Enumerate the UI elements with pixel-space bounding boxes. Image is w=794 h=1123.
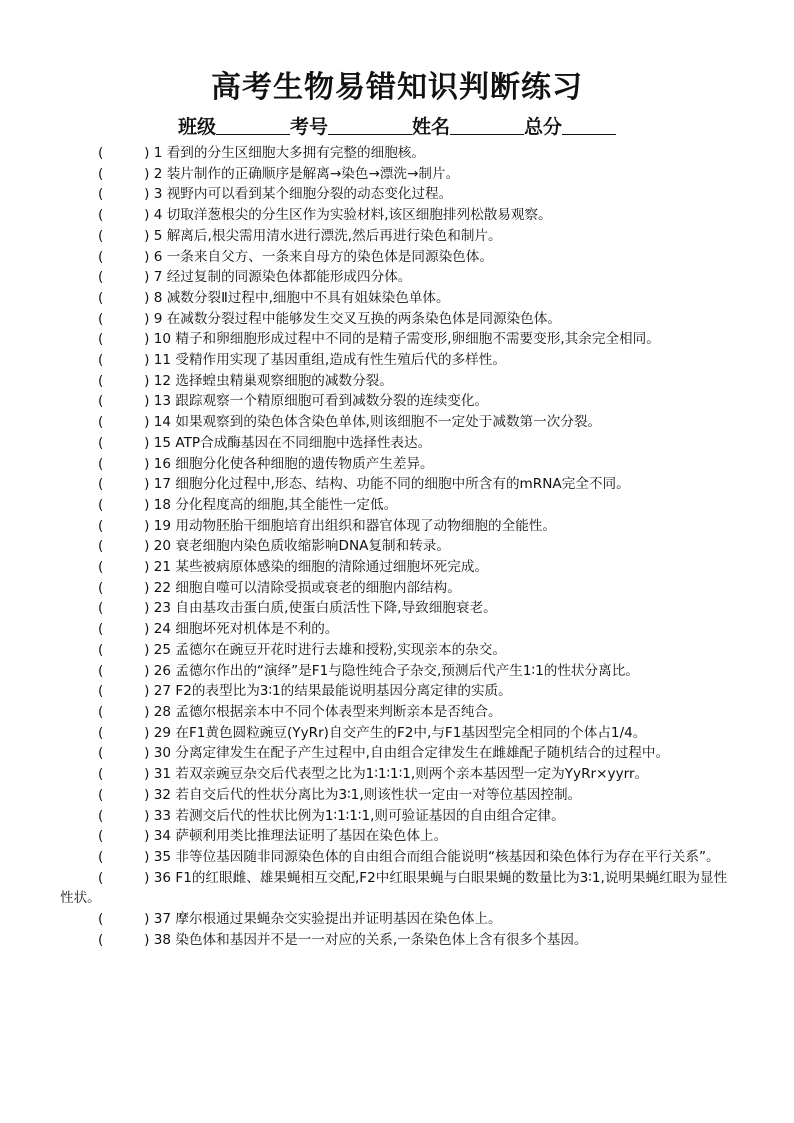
question-number: 5 (153, 227, 163, 244)
question-text: 细胞分化过程中,形态、结构、功能不同的细胞中所含有的mRNA完全不同。 (175, 476, 630, 493)
question-item (60, 723, 736, 744)
question-text: 孟德尔在豌豆开花时进行去雄和授粉,实现亲本的杂交。 (175, 641, 506, 658)
answer-space[interactable] (103, 352, 144, 368)
answer-bracket-open[interactable]: ( (98, 310, 104, 327)
question-item (60, 391, 736, 412)
question-item (60, 557, 736, 578)
answer-space[interactable] (103, 911, 144, 927)
question-text: 孟德尔作出的“演绎”是F1与隐性纯合子杂交,预测后代产生1∶1的性状分离比。 (175, 662, 639, 679)
answer-space[interactable] (103, 186, 144, 202)
answer-bracket-close: ) (144, 786, 150, 803)
answer-bracket-close: ) (144, 703, 150, 720)
question-item (60, 329, 736, 350)
question-item (60, 267, 736, 288)
question-number: 15 (153, 434, 172, 451)
question-number: 31 (153, 766, 172, 783)
question-item (60, 433, 736, 454)
answer-bracket-open[interactable]: ( (98, 269, 104, 286)
question-number: 28 (153, 703, 172, 720)
question-number: 30 (153, 745, 172, 762)
answer-bracket-open[interactable]: ( (98, 434, 104, 451)
answer-bracket-open[interactable]: ( (98, 869, 104, 886)
answer-bracket-close: ) (144, 476, 150, 493)
question-item (60, 184, 736, 205)
question-number: 32 (153, 786, 172, 803)
question-text: 若双亲豌豆杂交后代表型之比为1∶1∶1∶1,则两个亲本基因型一定为YyRr×yyrr。 (175, 766, 649, 783)
answer-space[interactable] (103, 725, 144, 741)
question-text: 非等位基因随非同源染色体的自由组合而组合能说明“核基因和染色体行为存在平行关系”。 (175, 848, 720, 865)
question-text: 装片制作的正确顺序是解离→染色→漂洗→制片。 (166, 165, 460, 182)
question-item (60, 578, 736, 599)
answer-bracket-open[interactable]: ( (98, 414, 104, 431)
answer-space[interactable] (103, 249, 144, 265)
answer-space[interactable] (103, 311, 144, 327)
answer-bracket-open[interactable]: ( (98, 496, 104, 513)
answer-bracket-close: ) (144, 745, 150, 762)
answer-space[interactable] (103, 435, 144, 451)
answer-bracket-close: ) (144, 393, 150, 410)
question-item (60, 454, 736, 475)
answer-bracket-open[interactable]: ( (98, 372, 104, 389)
answer-bracket-open[interactable]: ( (98, 745, 104, 762)
answer-bracket-open[interactable]: ( (98, 600, 104, 617)
answer-bracket-open[interactable]: ( (98, 621, 104, 638)
question-text: 孟德尔根据亲本中不同个体表型来判断亲本是否纯合。 (175, 703, 502, 720)
answer-space[interactable] (103, 559, 144, 575)
question-text: 经过复制的同源染色体都能形成四分体。 (166, 269, 412, 286)
question-item (60, 640, 736, 661)
question-number: 22 (153, 579, 172, 596)
answer-bracket-close: ) (144, 269, 150, 286)
answer-space[interactable] (103, 373, 144, 389)
answer-bracket-close: ) (144, 828, 150, 845)
question-item (60, 247, 736, 268)
question-item (60, 785, 736, 806)
answer-space[interactable] (103, 704, 144, 720)
answer-space[interactable] (103, 207, 144, 223)
answer-bracket-close: ) (144, 662, 150, 679)
answer-bracket-close: ) (144, 310, 150, 327)
question-text: 切取洋葱根尖的分生区作为实验材料,该区细胞排列松散易观察。 (166, 207, 552, 224)
answer-bracket-open[interactable]: ( (98, 186, 104, 203)
answer-space[interactable] (103, 849, 144, 865)
answer-bracket-open[interactable]: ( (98, 807, 104, 824)
answer-bracket-open[interactable]: ( (98, 145, 104, 161)
question-item (60, 226, 736, 247)
question-number: 25 (153, 641, 172, 658)
answer-bracket-close: ) (144, 372, 150, 389)
answer-bracket-open[interactable]: ( (98, 641, 104, 658)
answer-bracket-open[interactable]: ( (98, 703, 104, 720)
answer-bracket-open[interactable]: ( (98, 662, 104, 679)
student-info-line (0, 112, 794, 139)
question-item (60, 536, 736, 557)
class-blank[interactable] (216, 116, 290, 135)
question-text: 摩尔根通过果蝇杂交实验提出并证明基因在染色体上。 (175, 911, 502, 928)
answer-bracket-close: ) (144, 600, 150, 617)
question-number: 4 (153, 207, 163, 224)
question-item (60, 806, 736, 827)
answer-bracket-open[interactable]: ( (98, 248, 104, 265)
question-number: 36 (153, 869, 172, 886)
answer-space[interactable] (103, 828, 144, 844)
answer-bracket-close: ) (144, 331, 150, 348)
answer-bracket-close: ) (144, 538, 150, 555)
question-number: 18 (153, 496, 172, 513)
answer-bracket-close: ) (144, 766, 150, 783)
answer-bracket-open[interactable]: ( (98, 579, 104, 596)
question-text: 自由基攻击蛋白质,使蛋白质活性下降,导致细胞衰老。 (175, 600, 497, 617)
question-text: F2的表型比为3∶1的结果最能说明基因分离定律的实质。 (175, 683, 512, 700)
answer-bracket-open[interactable]: ( (98, 766, 104, 783)
question-text: 精子和卵细胞形成过程中不同的是精子需变形,卵细胞不需要变形,其余完全相同。 (175, 331, 660, 348)
page-title: 高考生物易错知识判断练习 (211, 70, 583, 105)
answer-bracket-close: ) (144, 807, 150, 824)
answer-bracket-open[interactable]: ( (98, 786, 104, 803)
question-item (60, 764, 736, 785)
name-blank[interactable] (450, 116, 524, 135)
question-number: 7 (153, 269, 163, 286)
question-number: 11 (153, 352, 172, 369)
question-item (60, 309, 736, 330)
answer-space[interactable] (103, 228, 144, 244)
question-number: 9 (153, 310, 163, 327)
question-text: 某些被病原体感染的细胞的清除通过细胞坏死完成。 (175, 559, 489, 576)
question-text: 若测交后代的性状比例为1∶1∶1∶1,则可验证基因的自由组合定律。 (175, 807, 565, 824)
question-text: 用动物胚胎干细胞培育出组织和器官体现了动物细胞的全能性。 (175, 517, 556, 534)
question-list (60, 143, 736, 950)
question-text: 解离后,根尖需用清水进行漂洗,然后再进行染色和制片。 (166, 227, 502, 244)
answer-bracket-close: ) (144, 496, 150, 513)
answer-bracket-close: ) (144, 621, 150, 638)
question-text: F1的红眼雌、雄果蝇相互交配,F2中红眼果蝇与白眼果蝇的数量比为3∶1,说明果蝇红眼为显性性状。 (60, 869, 728, 907)
answer-space[interactable] (103, 932, 144, 948)
question-item (60, 661, 736, 682)
answer-bracket-open[interactable]: ( (98, 538, 104, 555)
question-number: 24 (153, 621, 172, 638)
question-number: 1 (153, 145, 163, 161)
question-number: 21 (153, 559, 172, 576)
answer-bracket-close: ) (144, 911, 150, 928)
question-item (60, 681, 736, 702)
answer-bracket-open[interactable]: ( (98, 476, 104, 493)
question-item (60, 702, 736, 723)
question-text: 若自交后代的性状分离比为3∶1,则该性状一定由一对等位基因控制。 (175, 786, 582, 803)
answer-space[interactable] (103, 538, 144, 554)
question-text: 衰老细胞内染色质收缩影响DNA复制和转录。 (175, 538, 450, 555)
name-label: 姓名 (412, 116, 451, 138)
question-text: 受精作用实现了基因重组,造成有性生殖后代的多样性。 (175, 352, 506, 369)
question-number: 19 (153, 517, 172, 534)
question-text: 细胞分化使各种细胞的遗传物质产生差异。 (175, 455, 434, 472)
question-number: 26 (153, 662, 172, 679)
answer-bracket-close: ) (144, 559, 150, 576)
question-number: 6 (153, 248, 163, 265)
score-blank[interactable] (562, 116, 616, 135)
question-text: 在减数分裂过程中能够发生交叉互换的两条染色体是同源染色体。 (166, 310, 561, 327)
answer-space[interactable] (103, 166, 144, 182)
question-text: 视野内可以看到某个细胞分裂的动态变化过程。 (166, 186, 453, 203)
answer-bracket-close: ) (144, 434, 150, 451)
answer-bracket-close: ) (144, 683, 150, 700)
answer-bracket-open[interactable]: ( (98, 559, 104, 576)
question-item (60, 495, 736, 516)
question-text: 看到的分生区细胞大多拥有完整的细胞核。 (166, 145, 425, 161)
question-text: 细胞坏死对机体是不利的。 (175, 621, 339, 638)
question-number: 2 (153, 165, 163, 182)
question-number: 29 (153, 724, 172, 741)
question-text: ATP合成酶基因在不同细胞中选择性表达。 (175, 434, 432, 451)
answer-bracket-close: ) (144, 517, 150, 534)
question-text: 选择蝗虫精巢观察细胞的减数分裂。 (175, 372, 393, 389)
question-number: 3 (153, 186, 163, 203)
question-item (60, 868, 736, 909)
answer-space[interactable] (103, 600, 144, 616)
answer-bracket-open[interactable]: ( (98, 165, 104, 182)
answer-space[interactable] (103, 870, 144, 886)
question-number: 34 (153, 828, 172, 845)
question-number: 27 (153, 683, 172, 700)
answer-bracket-open[interactable]: ( (98, 517, 104, 534)
answer-space[interactable] (103, 580, 144, 596)
question-number: 10 (153, 331, 172, 348)
question-text: 染色体和基因并不是一一对应的关系,一条染色体上含有很多个基因。 (175, 931, 588, 948)
question-text: 如果观察到的染色体含染色单体,则该细胞不一定处于减数第一次分裂。 (175, 414, 602, 431)
exam-no-label: 考号 (289, 116, 328, 138)
answer-space[interactable] (103, 476, 144, 492)
answer-space[interactable] (103, 621, 144, 637)
answer-bracket-open[interactable]: ( (98, 828, 104, 845)
question-text: 跟踪观察一个精原细胞可看到减数分裂的连续变化。 (175, 393, 489, 410)
answer-bracket-close: ) (144, 207, 150, 224)
answer-bracket-close: ) (144, 248, 150, 265)
answer-space[interactable] (103, 518, 144, 534)
score-label: 总分 (524, 116, 563, 138)
answer-space[interactable] (103, 269, 144, 285)
question-item (60, 909, 736, 930)
answer-bracket-open[interactable]: ( (98, 724, 104, 741)
question-text: 减数分裂Ⅱ过程中,细胞中不具有姐妹染色单体。 (166, 289, 450, 306)
answer-space[interactable] (103, 290, 144, 306)
question-item (60, 143, 736, 164)
answer-space[interactable] (103, 766, 144, 782)
answer-bracket-open[interactable]: ( (98, 207, 104, 224)
answer-bracket-open[interactable]: ( (98, 455, 104, 472)
question-item (60, 930, 736, 951)
question-text: 一条来自父方、一条来自母方的染色体是同源染色体。 (166, 248, 493, 265)
answer-bracket-open[interactable]: ( (98, 683, 104, 700)
question-number: 23 (153, 600, 172, 617)
answer-space[interactable] (103, 497, 144, 513)
answer-bracket-close: ) (144, 145, 150, 161)
question-text: 细胞自噬可以清除受损或衰老的细胞内部结构。 (175, 579, 461, 596)
question-item (60, 516, 736, 537)
class-label: 班级 (177, 116, 216, 138)
question-text: 在F1黄色圆粒豌豆(YyRr)自交产生的F2中,与F1基因型完全相同的个体占1/4。 (175, 724, 647, 741)
answer-bracket-open[interactable]: ( (98, 931, 104, 948)
question-item (60, 205, 736, 226)
answer-bracket-close: ) (144, 289, 150, 306)
question-number: 16 (153, 455, 172, 472)
answer-bracket-close: ) (144, 455, 150, 472)
answer-space[interactable] (103, 683, 144, 699)
answer-bracket-close: ) (144, 724, 150, 741)
answer-bracket-open[interactable]: ( (98, 848, 104, 865)
question-text: 分离定律发生在配子产生过程中,自由组合定律发生在雌雄配子随机结合的过程中。 (175, 745, 670, 762)
answer-bracket-close: ) (144, 848, 150, 865)
question-number: 13 (153, 393, 172, 410)
question-number: 14 (153, 414, 172, 431)
answer-bracket-close: ) (144, 931, 150, 948)
question-item (60, 826, 736, 847)
question-item (60, 412, 736, 433)
answer-space[interactable] (103, 808, 144, 824)
exam-no-blank[interactable] (328, 116, 412, 135)
answer-bracket-open[interactable]: ( (98, 352, 104, 369)
answer-bracket-open[interactable]: ( (98, 289, 104, 306)
answer-space[interactable] (103, 787, 144, 803)
question-item (60, 474, 736, 495)
question-item (60, 743, 736, 764)
question-item (60, 288, 736, 309)
answer-bracket-open[interactable]: ( (98, 331, 104, 348)
question-item (60, 371, 736, 392)
answer-space[interactable] (103, 414, 144, 430)
answer-space[interactable] (103, 145, 144, 161)
question-number: 8 (153, 289, 163, 306)
answer-space[interactable] (103, 393, 144, 409)
question-number: 20 (153, 538, 172, 555)
answer-bracket-open[interactable]: ( (98, 227, 104, 244)
answer-space[interactable] (103, 663, 144, 679)
answer-bracket-close: ) (144, 869, 150, 886)
question-text: 萨顿利用类比推理法证明了基因在染色体上。 (175, 828, 448, 845)
question-number: 12 (153, 372, 172, 389)
answer-bracket-open[interactable]: ( (98, 911, 104, 928)
question-number: 17 (153, 476, 172, 493)
answer-bracket-open[interactable]: ( (98, 393, 104, 410)
question-number: 38 (153, 931, 172, 948)
answer-space[interactable] (103, 642, 144, 658)
question-number: 35 (153, 848, 172, 865)
question-text: 分化程度高的细胞,其全能性一定低。 (175, 496, 398, 513)
answer-bracket-close: ) (144, 165, 150, 182)
answer-space[interactable] (103, 456, 144, 472)
question-item (60, 847, 736, 868)
answer-bracket-close: ) (144, 227, 150, 244)
question-item (60, 350, 736, 371)
question-item (60, 598, 736, 619)
answer-space[interactable] (103, 745, 144, 761)
answer-bracket-close: ) (144, 414, 150, 431)
answer-bracket-close: ) (144, 186, 150, 203)
question-item (60, 164, 736, 185)
answer-bracket-close: ) (144, 352, 150, 369)
question-number: 37 (153, 911, 172, 928)
question-number: 33 (153, 807, 172, 824)
question-item (60, 619, 736, 640)
answer-bracket-close: ) (144, 579, 150, 596)
answer-bracket-close: ) (144, 641, 150, 658)
answer-space[interactable] (103, 331, 144, 347)
